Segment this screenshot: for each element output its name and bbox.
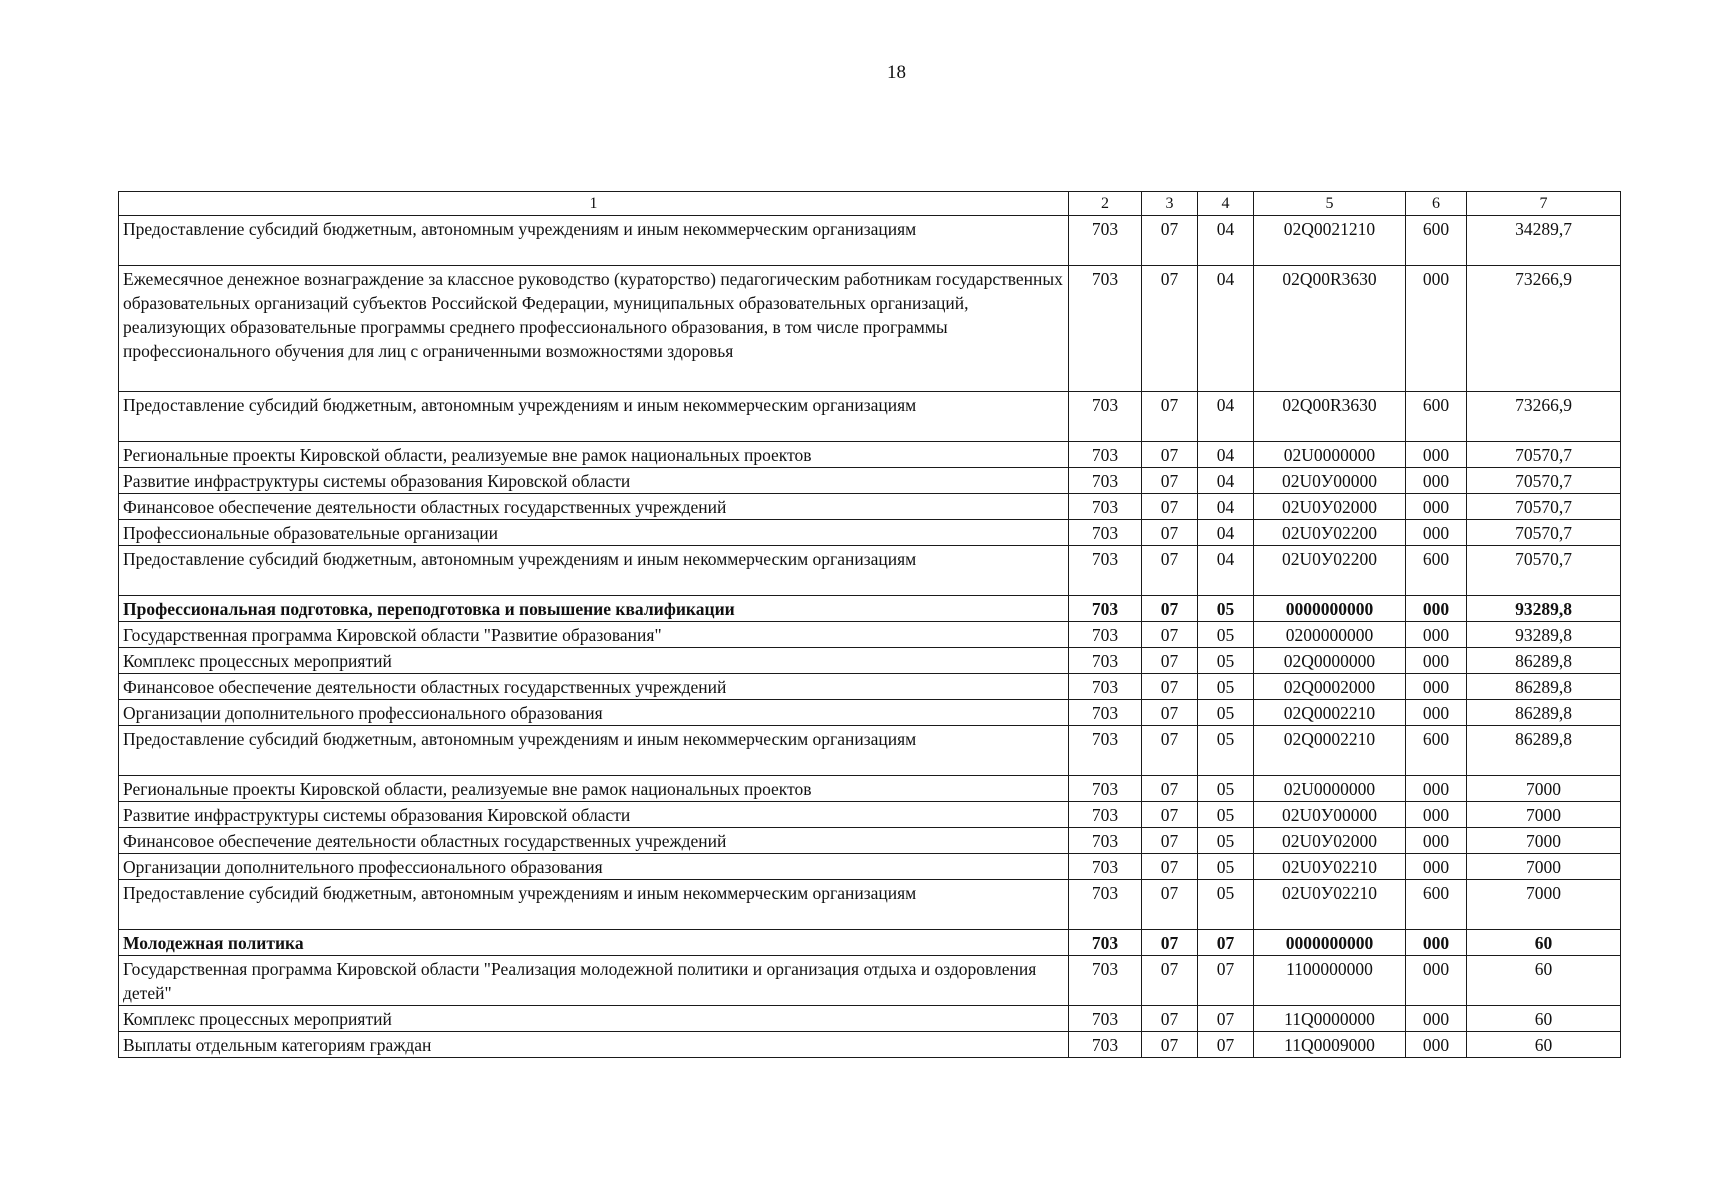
table-row	[119, 520, 1621, 546]
row-value-cell: 0200000000	[1254, 622, 1406, 648]
row-value-cell: 07	[1142, 956, 1198, 1006]
row-value-cell: 11Q0009000	[1254, 1032, 1406, 1058]
row-value-cell: 07	[1142, 880, 1198, 930]
row-name-cell: Государственная программа Кировской области "Реализация молодежной политики и организация отдыха и оздоровления детей"	[119, 956, 1069, 1006]
row-value-cell: 000	[1406, 494, 1467, 520]
row-value-cell: 07	[1198, 956, 1254, 1006]
row-value-cell: 7000	[1467, 854, 1621, 880]
row-value-cell: 70570,7	[1467, 468, 1621, 494]
row-value-cell: 70570,7	[1467, 494, 1621, 520]
row-value-cell: 000	[1406, 520, 1467, 546]
row-value-cell: 703	[1069, 726, 1142, 776]
header-cell: 4	[1198, 192, 1254, 216]
header-cell: 2	[1069, 192, 1142, 216]
row-value-cell: 703	[1069, 674, 1142, 700]
row-value-cell: 02U0000000	[1254, 776, 1406, 802]
row-value-cell: 000	[1406, 442, 1467, 468]
row-value-cell: 07	[1142, 776, 1198, 802]
row-value-cell: 05	[1198, 726, 1254, 776]
table-row	[119, 802, 1621, 828]
row-name-cell: Выплаты отдельным категориям граждан	[119, 1032, 1069, 1058]
row-value-cell: 703	[1069, 546, 1142, 596]
row-name-cell: Региональные проекты Кировской области, реализуемые вне рамок национальных проектов	[119, 776, 1069, 802]
row-value-cell: 02Q0002210	[1254, 700, 1406, 726]
table-row	[119, 596, 1621, 622]
row-value-cell: 600	[1406, 216, 1467, 266]
row-value-cell: 703	[1069, 266, 1142, 392]
row-name-cell: Профессиональная подготовка, переподготовка и повышение квалификации	[119, 596, 1069, 622]
row-value-cell: 07	[1142, 802, 1198, 828]
row-value-cell: 04	[1198, 442, 1254, 468]
row-value-cell: 60	[1467, 930, 1621, 956]
row-value-cell: 07	[1142, 648, 1198, 674]
table-row	[119, 216, 1621, 266]
row-value-cell: 34289,7	[1467, 216, 1621, 266]
header-cell: 6	[1406, 192, 1467, 216]
row-value-cell: 11Q0000000	[1254, 1006, 1406, 1032]
row-value-cell: 0000000000	[1254, 930, 1406, 956]
table-row	[119, 700, 1621, 726]
row-value-cell: 02U0У02200	[1254, 546, 1406, 596]
table-row	[119, 494, 1621, 520]
row-value-cell: 07	[1142, 1032, 1198, 1058]
row-value-cell: 703	[1069, 392, 1142, 442]
row-value-cell: 000	[1406, 622, 1467, 648]
row-value-cell: 000	[1406, 674, 1467, 700]
table-row	[119, 854, 1621, 880]
row-value-cell: 05	[1198, 622, 1254, 648]
row-value-cell: 07	[1142, 726, 1198, 776]
row-value-cell: 07	[1142, 442, 1198, 468]
table-row	[119, 392, 1621, 442]
row-value-cell: 02Q00R3630	[1254, 392, 1406, 442]
table-row	[119, 622, 1621, 648]
row-value-cell: 04	[1198, 494, 1254, 520]
row-value-cell: 05	[1198, 802, 1254, 828]
row-value-cell: 703	[1069, 828, 1142, 854]
table-row	[119, 1006, 1621, 1032]
row-value-cell: 02U0У02000	[1254, 494, 1406, 520]
row-value-cell: 02Q0002210	[1254, 726, 1406, 776]
page-number: 18	[887, 62, 906, 83]
row-value-cell: 07	[1142, 930, 1198, 956]
row-value-cell: 70570,7	[1467, 520, 1621, 546]
row-value-cell: 600	[1406, 546, 1467, 596]
table-row	[119, 546, 1621, 596]
header-cell: 1	[119, 192, 1069, 216]
row-value-cell: 07	[1198, 1032, 1254, 1058]
row-value-cell: 07	[1142, 392, 1198, 442]
row-value-cell: 7000	[1467, 828, 1621, 854]
row-value-cell: 04	[1198, 468, 1254, 494]
row-value-cell: 05	[1198, 700, 1254, 726]
row-value-cell: 000	[1406, 956, 1467, 1006]
row-name-cell: Предоставление субсидий бюджетным, автономным учреждениям и иным некоммерческим организациям	[119, 726, 1069, 776]
row-value-cell: 703	[1069, 802, 1142, 828]
row-value-cell: 703	[1069, 596, 1142, 622]
row-value-cell: 70570,7	[1467, 442, 1621, 468]
row-value-cell: 07	[1198, 1006, 1254, 1032]
row-name-cell: Предоставление субсидий бюджетным, автономным учреждениям и иным некоммерческим организациям	[119, 216, 1069, 266]
row-value-cell: 7000	[1467, 802, 1621, 828]
table-row	[119, 442, 1621, 468]
row-value-cell: 000	[1406, 1006, 1467, 1032]
row-value-cell: 000	[1406, 700, 1467, 726]
row-value-cell: 000	[1406, 776, 1467, 802]
row-value-cell: 703	[1069, 1032, 1142, 1058]
row-value-cell: 02U0У02210	[1254, 880, 1406, 930]
row-value-cell: 07	[1142, 700, 1198, 726]
row-value-cell: 73266,9	[1467, 266, 1621, 392]
row-value-cell: 703	[1069, 1006, 1142, 1032]
header-cell: 3	[1142, 192, 1198, 216]
row-value-cell: 600	[1406, 880, 1467, 930]
row-value-cell: 05	[1198, 776, 1254, 802]
row-value-cell: 000	[1406, 468, 1467, 494]
row-value-cell: 93289,8	[1467, 596, 1621, 622]
row-value-cell: 600	[1406, 726, 1467, 776]
row-value-cell: 000	[1406, 802, 1467, 828]
row-name-cell: Развитие инфраструктуры системы образования Кировской области	[119, 802, 1069, 828]
row-value-cell: 703	[1069, 520, 1142, 546]
row-value-cell: 02Q0021210	[1254, 216, 1406, 266]
row-value-cell: 07	[1142, 622, 1198, 648]
row-value-cell: 07	[1142, 468, 1198, 494]
row-value-cell: 60	[1467, 956, 1621, 1006]
row-value-cell: 07	[1142, 216, 1198, 266]
row-value-cell: 703	[1069, 494, 1142, 520]
row-value-cell: 07	[1198, 930, 1254, 956]
row-value-cell: 7000	[1467, 880, 1621, 930]
row-name-cell: Финансовое обеспечение деятельности областных государственных учреждений	[119, 494, 1069, 520]
row-value-cell: 703	[1069, 442, 1142, 468]
row-name-cell: Государственная программа Кировской области "Развитие образования"	[119, 622, 1069, 648]
row-value-cell: 000	[1406, 596, 1467, 622]
table-row	[119, 468, 1621, 494]
row-name-cell: Комплекс процессных мероприятий	[119, 648, 1069, 674]
row-value-cell: 703	[1069, 622, 1142, 648]
row-value-cell: 04	[1198, 392, 1254, 442]
row-value-cell: 703	[1069, 880, 1142, 930]
row-value-cell: 02U0У02210	[1254, 854, 1406, 880]
row-value-cell: 600	[1406, 392, 1467, 442]
row-name-cell: Организации дополнительного профессионального образования	[119, 700, 1069, 726]
row-value-cell: 0000000000	[1254, 596, 1406, 622]
row-value-cell: 02Q00R3630	[1254, 266, 1406, 392]
budget-table	[118, 191, 1621, 1058]
row-value-cell: 02Q0002000	[1254, 674, 1406, 700]
row-value-cell: 02U0У00000	[1254, 468, 1406, 494]
row-value-cell: 07	[1142, 674, 1198, 700]
row-name-cell: Финансовое обеспечение деятельности областных государственных учреждений	[119, 674, 1069, 700]
row-value-cell: 07	[1142, 854, 1198, 880]
row-value-cell: 86289,8	[1467, 674, 1621, 700]
table-row	[119, 880, 1621, 930]
row-value-cell: 1100000000	[1254, 956, 1406, 1006]
table-row	[119, 266, 1621, 392]
row-value-cell: 703	[1069, 776, 1142, 802]
row-value-cell: 04	[1198, 546, 1254, 596]
row-value-cell: 703	[1069, 648, 1142, 674]
table-row	[119, 726, 1621, 776]
table-row	[119, 956, 1621, 1006]
table-row	[119, 1032, 1621, 1058]
row-value-cell: 05	[1198, 648, 1254, 674]
table-row	[119, 828, 1621, 854]
row-value-cell: 000	[1406, 266, 1467, 392]
row-name-cell: Региональные проекты Кировской области, реализуемые вне рамок национальных проектов	[119, 442, 1069, 468]
row-value-cell: 703	[1069, 930, 1142, 956]
row-value-cell: 05	[1198, 854, 1254, 880]
row-value-cell: 07	[1142, 520, 1198, 546]
row-value-cell: 7000	[1467, 776, 1621, 802]
row-value-cell: 703	[1069, 216, 1142, 266]
row-value-cell: 703	[1069, 700, 1142, 726]
row-value-cell: 86289,8	[1467, 648, 1621, 674]
row-value-cell: 07	[1142, 1006, 1198, 1032]
row-name-cell: Предоставление субсидий бюджетным, автономным учреждениям и иным некоммерческим организациям	[119, 546, 1069, 596]
row-value-cell: 86289,8	[1467, 700, 1621, 726]
row-name-cell: Профессиональные образовательные организации	[119, 520, 1069, 546]
row-value-cell: 703	[1069, 468, 1142, 494]
row-value-cell: 86289,8	[1467, 726, 1621, 776]
row-name-cell: Финансовое обеспечение деятельности областных государственных учреждений	[119, 828, 1069, 854]
row-value-cell: 703	[1069, 854, 1142, 880]
table-row	[119, 776, 1621, 802]
row-value-cell: 02U0000000	[1254, 442, 1406, 468]
row-value-cell: 05	[1198, 880, 1254, 930]
row-value-cell: 07	[1142, 546, 1198, 596]
row-value-cell: 04	[1198, 216, 1254, 266]
row-value-cell: 02U0У00000	[1254, 802, 1406, 828]
row-name-cell: Комплекс процессных мероприятий	[119, 1006, 1069, 1032]
row-value-cell: 000	[1406, 930, 1467, 956]
row-value-cell: 73266,9	[1467, 392, 1621, 442]
header-cell: 5	[1254, 192, 1406, 216]
row-value-cell: 60	[1467, 1006, 1621, 1032]
row-value-cell: 05	[1198, 828, 1254, 854]
row-value-cell: 000	[1406, 1032, 1467, 1058]
row-value-cell: 93289,8	[1467, 622, 1621, 648]
row-value-cell: 07	[1142, 828, 1198, 854]
row-value-cell: 05	[1198, 674, 1254, 700]
row-value-cell: 02U0У02200	[1254, 520, 1406, 546]
row-value-cell: 05	[1198, 596, 1254, 622]
table-row	[119, 648, 1621, 674]
row-value-cell: 70570,7	[1467, 546, 1621, 596]
table-row	[119, 674, 1621, 700]
row-value-cell: 02U0У02000	[1254, 828, 1406, 854]
row-value-cell: 02Q0000000	[1254, 648, 1406, 674]
row-value-cell: 07	[1142, 266, 1198, 392]
row-name-cell: Молодежная политика	[119, 930, 1069, 956]
header-cell: 7	[1467, 192, 1621, 216]
row-value-cell: 07	[1142, 596, 1198, 622]
row-name-cell: Ежемесячное денежное вознаграждение за классное руководство (кураторство) педагогическим работникам государственных образовательных организаций субъектов Российской Федерации, муниципальных образовательных организаций, реализующих образовательные программы среднего профессионального образования, в том числе программы профессионального обучения для лиц с ограниченными возможностями здоровья	[119, 266, 1069, 392]
table-row	[119, 930, 1621, 956]
row-name-cell: Предоставление субсидий бюджетным, автономным учреждениям и иным некоммерческим организациям	[119, 880, 1069, 930]
row-value-cell: 04	[1198, 520, 1254, 546]
row-name-cell: Предоставление субсидий бюджетным, автономным учреждениям и иным некоммерческим организациям	[119, 392, 1069, 442]
row-value-cell: 703	[1069, 956, 1142, 1006]
row-value-cell: 07	[1142, 494, 1198, 520]
row-value-cell: 04	[1198, 266, 1254, 392]
table-header-row	[119, 192, 1621, 216]
row-value-cell: 000	[1406, 648, 1467, 674]
row-value-cell: 000	[1406, 828, 1467, 854]
row-name-cell: Развитие инфраструктуры системы образования Кировской области	[119, 468, 1069, 494]
row-name-cell: Организации дополнительного профессионального образования	[119, 854, 1069, 880]
row-value-cell: 000	[1406, 854, 1467, 880]
row-value-cell: 60	[1467, 1032, 1621, 1058]
